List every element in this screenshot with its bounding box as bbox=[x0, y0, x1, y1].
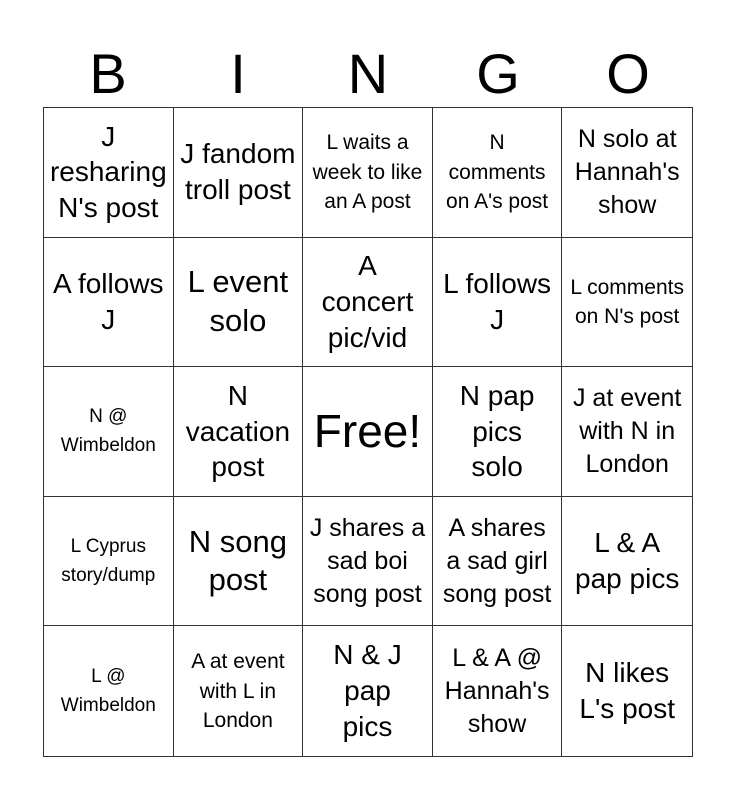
bingo-cell[interactable] bbox=[303, 238, 433, 368]
bingo-cell[interactable] bbox=[562, 367, 692, 497]
cell-label: L waits a week to like an A post bbox=[312, 131, 423, 213]
header-letter-g: G bbox=[476, 42, 520, 105]
header-letter-b: B bbox=[89, 42, 127, 105]
header-letter-n: N bbox=[347, 42, 389, 105]
cell-label: A at event with L in London bbox=[191, 650, 285, 732]
bingo-cell[interactable] bbox=[174, 238, 304, 368]
cell-label: J shares a sad boi song post bbox=[309, 513, 426, 608]
bingo-cell[interactable] bbox=[44, 497, 174, 627]
bingo-cell[interactable] bbox=[174, 108, 304, 238]
bingo-cell[interactable] bbox=[174, 367, 304, 497]
cell-label: A shares a sad girl song post bbox=[442, 513, 552, 608]
cell-label: L Cyprus story/dump bbox=[61, 535, 156, 587]
bingo-cell[interactable] bbox=[562, 238, 692, 368]
cell-label: L comments on N's post bbox=[570, 275, 684, 328]
bingo-cell[interactable] bbox=[562, 497, 692, 627]
bingo-cell[interactable] bbox=[174, 497, 304, 627]
cell-label: L & A pap pics bbox=[575, 527, 680, 595]
cell-label: N & J pap pics bbox=[333, 639, 402, 743]
bingo-cell[interactable] bbox=[433, 108, 563, 238]
cell-label: L & A @ Hannah's show bbox=[444, 643, 550, 738]
bingo-cell[interactable] bbox=[433, 238, 563, 368]
cell-label: L @ Wimbeldon bbox=[60, 665, 156, 717]
bingo-cell[interactable] bbox=[433, 626, 563, 756]
cell-label: N song post bbox=[188, 523, 287, 598]
cell-label: J fandom troll post bbox=[180, 138, 296, 206]
cell-label: N @ Wimbeldon bbox=[60, 406, 156, 457]
bingo-cell[interactable] bbox=[562, 626, 692, 756]
bingo-cell[interactable] bbox=[303, 108, 433, 238]
cell-label: N comments on A's post bbox=[446, 131, 549, 213]
free-space-label: Free! bbox=[313, 405, 422, 458]
free-space[interactable] bbox=[303, 367, 433, 497]
cell-label: L event solo bbox=[187, 264, 289, 338]
bingo-cell[interactable] bbox=[44, 238, 174, 368]
bingo-cell[interactable] bbox=[433, 367, 563, 497]
bingo-cell[interactable] bbox=[174, 626, 304, 756]
cell-label: N solo at Hannah's show bbox=[574, 124, 680, 219]
bingo-cell[interactable] bbox=[44, 108, 174, 238]
cell-label: N likes L's post bbox=[579, 657, 675, 725]
cell-label: A follows J bbox=[53, 268, 164, 335]
cell-label: A concert pic/vid bbox=[321, 250, 414, 353]
header-letter-o: O bbox=[606, 42, 650, 105]
cell-label: J resharing N's post bbox=[49, 120, 167, 224]
bingo-cell[interactable] bbox=[303, 626, 433, 756]
bingo-cell[interactable] bbox=[303, 497, 433, 627]
cell-label: J at event with N in London bbox=[572, 383, 682, 478]
header-letter-i: I bbox=[230, 42, 246, 105]
bingo-cell[interactable] bbox=[44, 626, 174, 756]
bingo-cell[interactable] bbox=[562, 108, 692, 238]
cell-label: N vacation post bbox=[185, 379, 291, 483]
cell-label: N pap pics solo bbox=[459, 379, 535, 483]
bingo-header bbox=[43, 40, 693, 108]
cell-label: L follows J bbox=[443, 268, 552, 335]
bingo-board bbox=[43, 107, 693, 757]
bingo-cell[interactable] bbox=[44, 367, 174, 497]
bingo-cell[interactable] bbox=[433, 497, 563, 627]
